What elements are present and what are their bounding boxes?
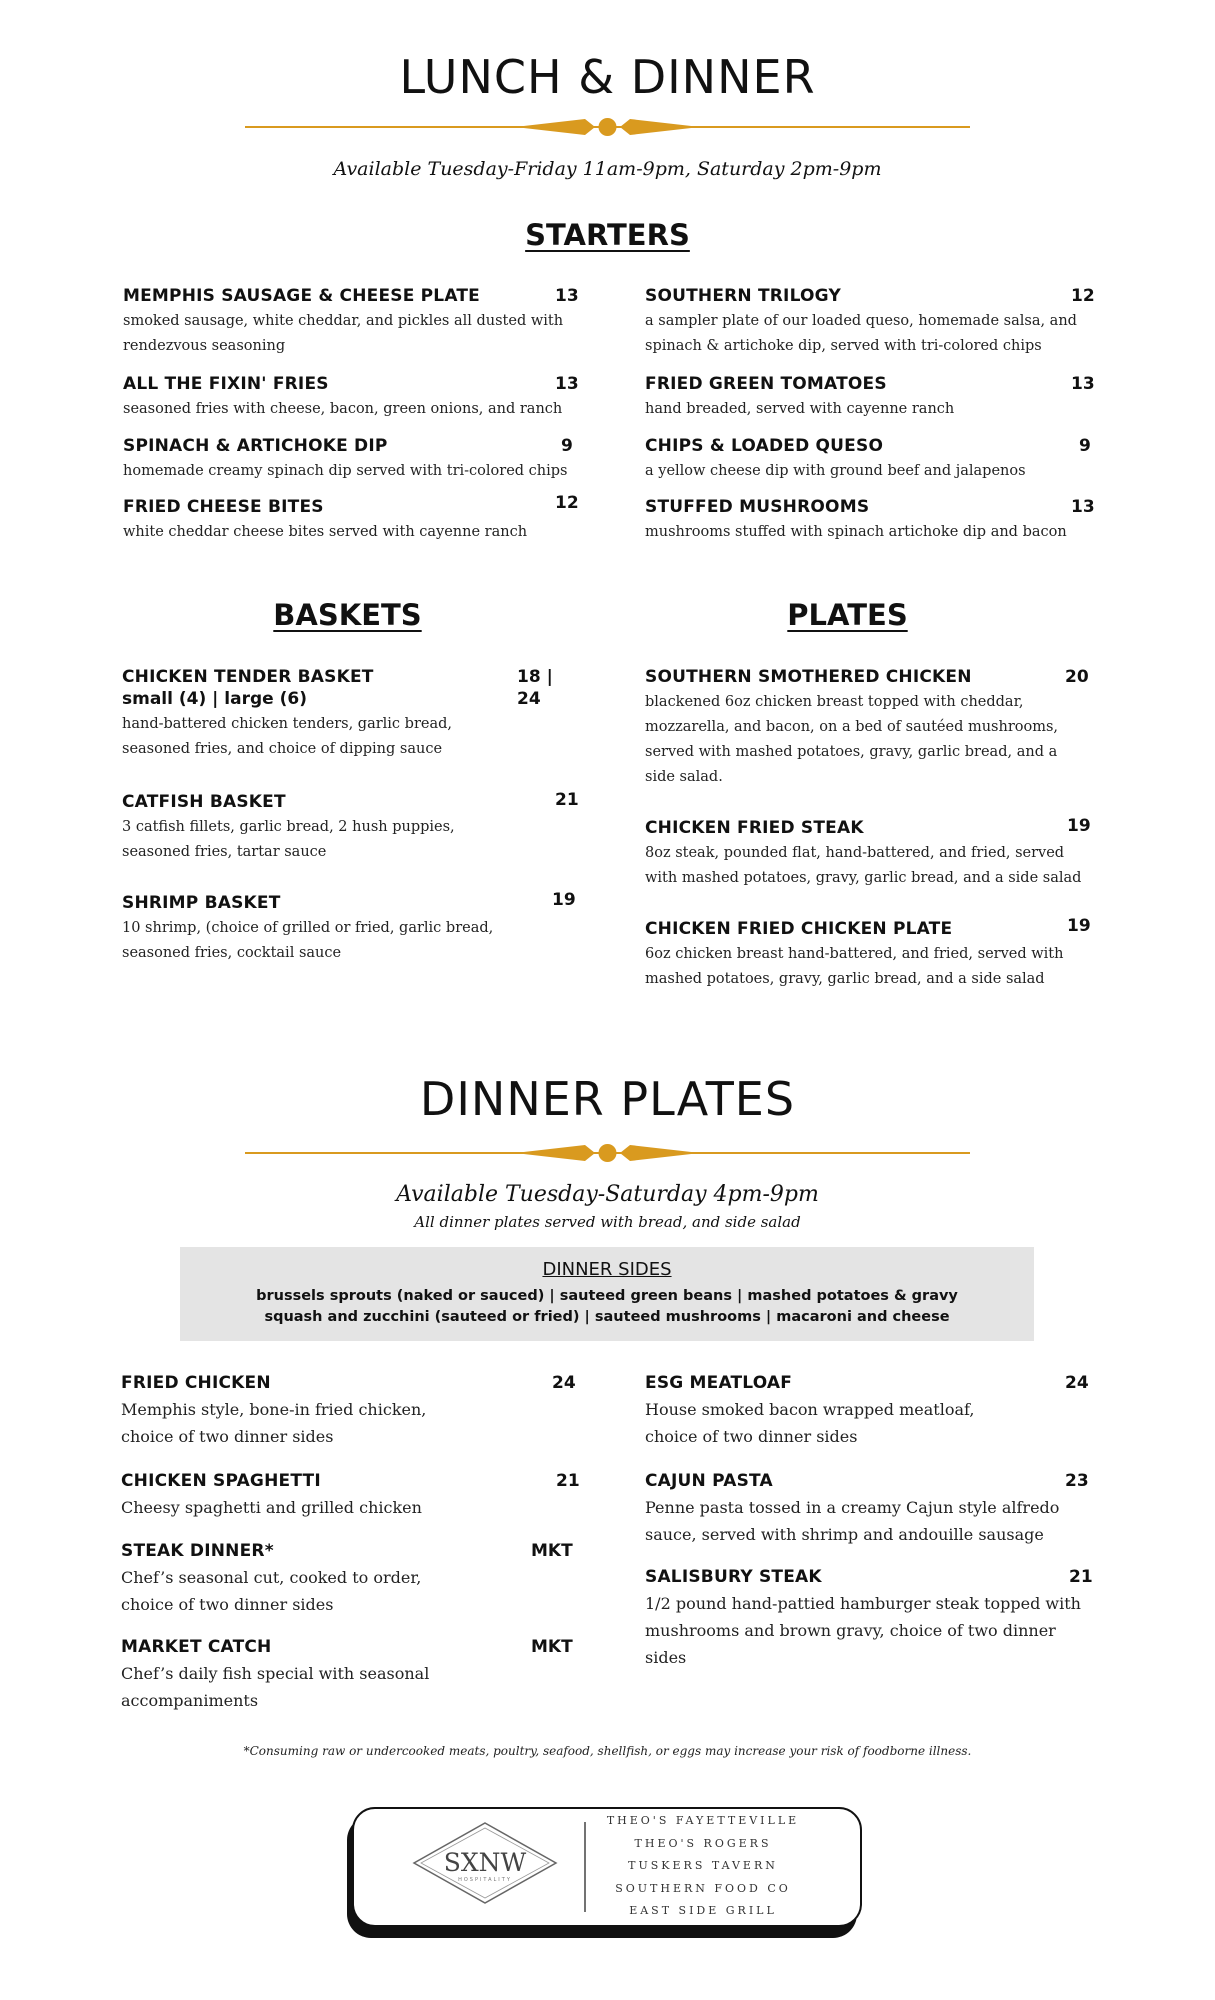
item-desc: Cheesy spaghetti and grilled chicken xyxy=(121,1498,422,1517)
dinner-sides-title: DINNER SIDES xyxy=(542,1259,672,1280)
item-price: 12 xyxy=(1071,286,1095,306)
item-name: SPINACH & ARTICHOKE DIP xyxy=(123,436,388,456)
item-name: STUFFED MUSHROOMS xyxy=(645,497,870,517)
item-desc: seasoned fries, and choice of dipping sauce xyxy=(122,741,443,757)
item-desc: mushrooms and brown gravy, choice of two dinner xyxy=(645,1621,1056,1640)
brand-name: THEO'S FAYETTEVILLE xyxy=(606,1814,800,1827)
lunch-availability: Available Tuesday-Friday 11am-9pm, Saturday 2pm-9pm xyxy=(333,158,882,180)
dinner-item xyxy=(121,1636,577,1714)
item-name: CHICKEN FRIED STEAK xyxy=(645,818,864,838)
item-price: 13 xyxy=(1071,374,1095,394)
item-name: CHICKEN SPAGHETTI xyxy=(121,1471,321,1491)
item-price: 12 xyxy=(555,493,579,513)
item-price: 19 xyxy=(552,890,576,910)
item-desc: House smoked bacon wrapped meatloaf, xyxy=(645,1400,975,1419)
item-desc: side salad. xyxy=(645,769,723,785)
dinner-plates-title: DINNER PLATES xyxy=(419,1072,796,1126)
item-name: CATFISH BASKET xyxy=(122,792,286,812)
item-desc: 8oz steak, pounded flat, hand-battered, and fried, served xyxy=(645,845,1065,861)
starter-item xyxy=(123,373,579,422)
item-name: CAJUN PASTA xyxy=(645,1471,773,1491)
brand-list xyxy=(588,1810,818,1923)
starter-item xyxy=(645,373,1095,422)
brand-name: THEO'S ROGERS xyxy=(634,1836,772,1850)
item-desc: rendezvous seasoning xyxy=(123,338,286,354)
item-name: ALL THE FIXIN' FRIES xyxy=(123,374,329,394)
item-desc: smoked sausage, white cheddar, and pickles all dusted with xyxy=(123,313,564,329)
starter-item xyxy=(123,285,579,359)
item-price: 21 xyxy=(555,790,579,810)
foodborne-disclaimer: *Consuming raw or undercooked meats, poultry, seafood, shellfish, or eggs may increase your risk of foodborne illness. xyxy=(243,1744,972,1758)
plate-item xyxy=(645,666,1095,790)
brand-name: SOUTHERN FOOD CO xyxy=(615,1881,791,1895)
basket-item xyxy=(122,666,577,762)
item-price: 9 xyxy=(561,436,573,456)
item-size-options: small (4) | large (6) xyxy=(122,689,307,709)
logo-subtext: HOSPITALITY xyxy=(458,1877,512,1883)
item-desc: Chef’s seasonal cut, cooked to order, xyxy=(121,1568,422,1587)
item-price: MKT xyxy=(531,1637,573,1657)
brand-name: EAST SIDE GRILL xyxy=(629,1904,777,1917)
item-desc: served with mashed potatoes, gravy, garlic bread, and a xyxy=(645,744,1058,760)
item-desc: accompaniments xyxy=(121,1691,259,1710)
plate-item xyxy=(645,817,1095,891)
item-desc: seasoned fries with cheese, bacon, green onions, and ranch xyxy=(123,401,563,417)
dinner-availability: Available Tuesday-Saturday 4pm-9pm xyxy=(396,1182,819,1207)
item-desc: Chef’s daily fish special with seasonal xyxy=(121,1664,430,1683)
dinner-item xyxy=(121,1372,577,1450)
ornamental-divider-bottom xyxy=(245,1141,970,1165)
dinner-note: All dinner plates served with bread, and side salad xyxy=(414,1213,801,1231)
item-desc: seasoned fries, cocktail sauce xyxy=(122,945,342,961)
dinner-sides-line: brussels sprouts (naked or sauced) | sauteed green beans | mashed potatoes & gravy xyxy=(256,1288,958,1304)
item-name: FRIED GREEN TOMATOES xyxy=(645,374,887,394)
item-price: MKT xyxy=(531,1541,573,1561)
item-price: 24 xyxy=(552,1373,576,1393)
item-price: 20 xyxy=(1065,667,1089,687)
starter-item xyxy=(645,496,1095,545)
item-desc: hand-battered chicken tenders, garlic bread, xyxy=(122,716,452,732)
item-name: STEAK DINNER* xyxy=(121,1541,274,1561)
ornamental-divider-top xyxy=(245,115,970,139)
item-desc: choice of two dinner sides xyxy=(121,1427,334,1446)
sxnw-logo-icon xyxy=(408,1817,562,1909)
lunch-dinner-title: LUNCH & DINNER xyxy=(399,50,816,104)
item-desc: 10 shrimp, (choice of grilled or fried, garlic bread, xyxy=(122,920,494,936)
item-desc: Penne pasta tossed in a creamy Cajun style alfredo xyxy=(645,1498,1060,1517)
item-desc: mushrooms stuffed with spinach artichoke dip and bacon xyxy=(645,524,1067,540)
starter-item xyxy=(123,493,579,545)
brand-name: TUSKERS TAVERN xyxy=(628,1859,778,1872)
item-desc: blackened 6oz chicken breast topped with cheddar, xyxy=(645,694,1024,710)
item-desc: a sampler plate of our loaded queso, homemade salsa, and xyxy=(645,313,1077,329)
dinner-item xyxy=(645,1566,1095,1671)
dinner-item xyxy=(121,1540,577,1618)
dinner-sides-line: squash and zucchini (sauteed or fried) | sauteed mushrooms | macaroni and cheese xyxy=(264,1309,950,1325)
baskets-heading: BASKETS xyxy=(273,598,422,632)
item-price: 19 xyxy=(1067,916,1091,936)
item-desc: Memphis style, bone-in fried chicken, xyxy=(121,1400,427,1419)
item-price: 19 xyxy=(1067,816,1091,836)
item-desc: hand breaded, served with cayenne ranch xyxy=(645,401,955,417)
plate-item xyxy=(645,918,1095,992)
item-desc: homemade creamy spinach dip served with tri-colored chips xyxy=(123,463,568,479)
dinner-sides-box xyxy=(180,1247,1034,1341)
item-price: 18 | 24 xyxy=(517,667,553,709)
logo-text: SXNW xyxy=(443,1848,527,1877)
dinner-item xyxy=(645,1470,1095,1548)
item-desc: seasoned fries, tartar sauce xyxy=(122,844,327,860)
item-name: FRIED CHICKEN xyxy=(121,1373,271,1393)
item-desc: a yellow cheese dip with ground beef and jalapenos xyxy=(645,463,1026,479)
starter-item xyxy=(645,435,1095,484)
item-name: SHRIMP BASKET xyxy=(122,893,281,913)
dinner-item xyxy=(645,1372,1095,1450)
basket-item xyxy=(122,892,577,966)
item-desc: mashed potatoes, gravy, garlic bread, and a side salad xyxy=(645,971,1045,987)
item-price: 24 xyxy=(1065,1373,1089,1393)
item-price: 9 xyxy=(1079,436,1091,456)
starter-item xyxy=(645,285,1095,359)
item-desc: sauce, served with shrimp and andouille sausage xyxy=(645,1525,1044,1544)
item-price: 23 xyxy=(1065,1471,1089,1491)
item-name: CHIPS & LOADED QUESO xyxy=(645,436,884,456)
basket-item xyxy=(122,791,577,865)
item-name: SOUTHERN TRILOGY xyxy=(645,286,841,306)
item-desc: 1/2 pound hand-pattied hamburger steak topped with xyxy=(645,1594,1081,1613)
item-price: 13 xyxy=(555,286,579,306)
item-price: 13 xyxy=(1071,497,1095,517)
item-desc: sides xyxy=(645,1648,687,1667)
starter-item xyxy=(123,435,575,484)
item-price: 13 xyxy=(555,374,579,394)
item-name: ESG MEATLOAF xyxy=(645,1373,793,1393)
item-name: CHICKEN TENDER BASKET xyxy=(122,667,374,687)
dinner-item xyxy=(121,1470,580,1521)
item-desc: choice of two dinner sides xyxy=(121,1595,334,1614)
item-desc: with mashed potatoes, gravy, garlic bread, and a side salad xyxy=(645,870,1082,886)
plates-heading: PLATES xyxy=(787,598,908,632)
item-price: 21 xyxy=(556,1471,580,1491)
item-desc: 6oz chicken breast hand-battered, and fried, served with xyxy=(645,946,1064,962)
item-desc: white cheddar cheese bites served with cayenne ranch xyxy=(123,524,528,540)
item-desc: choice of two dinner sides xyxy=(645,1427,858,1446)
item-name: FRIED CHEESE BITES xyxy=(123,497,324,517)
item-desc: 3 catfish fillets, garlic bread, 2 hush puppies, xyxy=(122,819,455,835)
item-desc: mozzarella, and bacon, on a bed of sautéed mushrooms, xyxy=(645,719,1059,735)
item-name: SOUTHERN SMOTHERED CHICKEN xyxy=(645,667,972,687)
starters-heading: STARTERS xyxy=(525,218,690,252)
item-price: 21 xyxy=(1069,1567,1093,1587)
item-name: MARKET CATCH xyxy=(121,1637,272,1657)
item-name: SALISBURY STEAK xyxy=(645,1567,822,1587)
item-name: MEMPHIS SAUSAGE & CHEESE PLATE xyxy=(123,286,480,306)
item-desc: spinach & artichoke dip, served with tri-colored chips xyxy=(645,338,1042,354)
item-name: CHICKEN FRIED CHICKEN PLATE xyxy=(645,919,953,939)
